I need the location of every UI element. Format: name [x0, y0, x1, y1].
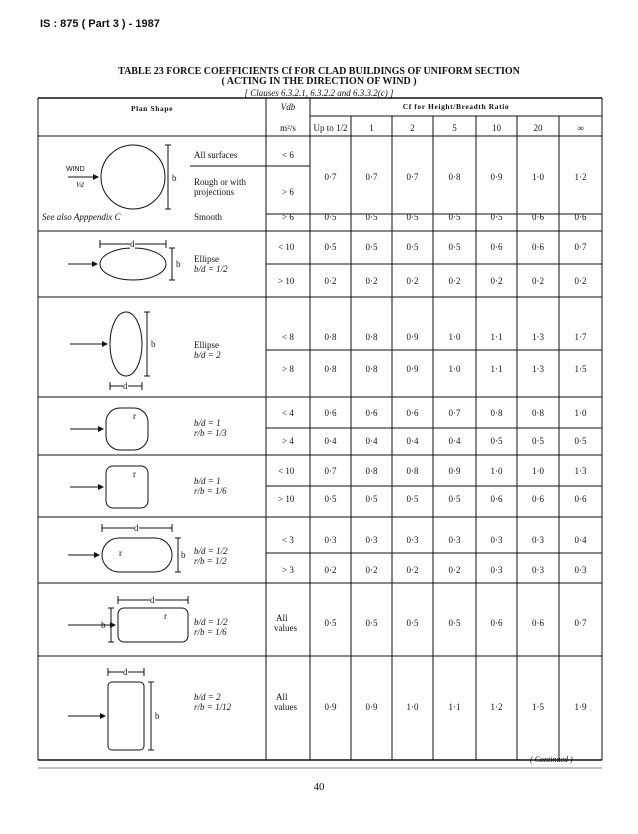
r-label: r: [133, 411, 136, 421]
vdb-cell: > 10: [278, 494, 295, 504]
vdb-cell: < 10: [278, 242, 295, 252]
b-label: b: [181, 550, 186, 560]
cf-value-cell: 0·6: [574, 212, 587, 222]
cf-value-cell: 0·9: [365, 702, 378, 712]
d-label: d: [123, 381, 128, 391]
cf-value-cell: 0·3: [448, 535, 461, 545]
desc-bd: b/d = 1/2: [194, 617, 228, 627]
cf-value-cell: 0·2: [532, 276, 544, 286]
see-also-appendix: See also Apppendix C: [42, 212, 121, 222]
cf-value-cell: 0·6: [406, 408, 419, 418]
b-label: b: [155, 711, 160, 721]
cf-value-cell: 1·9: [574, 702, 587, 712]
cf-value-cell: 1·3: [532, 364, 544, 374]
desc-bd: b/d = 2: [194, 692, 221, 702]
desc-all-surfaces: All surfaces: [194, 150, 238, 160]
cf-value-cell: 0·3: [365, 535, 378, 545]
rounded-square-one-sixth-icon: [106, 466, 148, 508]
cf-value-cell: 0·4: [365, 436, 378, 446]
cf-value-cell: 0·6: [532, 212, 544, 222]
cf-value-cell: 0·5: [365, 494, 378, 504]
cf-value-cell: 0·5: [324, 494, 337, 504]
ratio-header: Up to 1/2: [313, 123, 348, 133]
cf-value-cell: 1·0: [448, 364, 461, 374]
desc-rb: r/b = 1/6: [194, 627, 227, 637]
vdb-cell: < 8: [282, 332, 294, 342]
cf-value-cell: 0·5: [448, 494, 461, 504]
cf-value-cell: 0·8: [365, 332, 378, 342]
cf-value-cell: 0·5: [324, 618, 337, 628]
vdb-cell: > 6: [282, 212, 294, 222]
cf-value-cell: 0·8: [406, 466, 419, 476]
cf-value-cell: 0·5: [448, 212, 461, 222]
r-label: r: [164, 611, 167, 621]
cf-value-cell: 0·8: [490, 408, 503, 418]
ratio-header: 1: [369, 123, 374, 133]
table-clauses: [ Clauses 6.3.2.1, 6.3.2.2 and 6.3.3.2(c) ]: [244, 88, 394, 98]
desc-bd: b/d = 1: [194, 476, 221, 486]
cf-value-cell: 0·5: [406, 494, 419, 504]
cf-value-cell: 0·3: [324, 535, 337, 545]
b-label: b: [172, 173, 177, 183]
cf-value-cell: 0·5: [406, 212, 419, 222]
d-label: d: [134, 523, 139, 533]
desc-bd: b/d = 1: [194, 418, 221, 428]
cf-value-cell: 0·8: [365, 466, 378, 476]
ellipse-half-shape-icon: [100, 248, 166, 280]
ratio-header: 2: [410, 123, 415, 133]
desc-rough: Rough or with: [194, 177, 247, 187]
vdb-cell: All: [276, 613, 288, 623]
cf-value-cell: 0·3: [574, 565, 587, 575]
cf-value-cell: 0·4: [324, 436, 337, 446]
ellipse-two-shape-icon: [110, 312, 142, 376]
cf-value-cell: 0·2: [365, 565, 378, 575]
cf-value-cell: 0·9: [490, 172, 503, 182]
cf-value-cell: 0·6: [365, 408, 378, 418]
cf-value-cell: 0·3: [406, 535, 419, 545]
vdb-cell: > 10: [278, 276, 295, 286]
vdb-cell: > 4: [282, 436, 294, 446]
cf-value-cell: 0·2: [365, 276, 378, 286]
cf-value-cell: 0·8: [448, 172, 461, 182]
vdb-cell: values: [274, 702, 297, 712]
table-title: TABLE 23 FORCE COEFFICIENTS Cf FOR CLAD BUILDINGS OF UNIFORM SECTION: [118, 66, 520, 77]
continued-note: ( Continued ): [530, 755, 573, 764]
cf-value-cell: 0·8: [532, 408, 544, 418]
cf-value-cell: 1·7: [574, 332, 587, 342]
cf-value-cell: 0·6: [490, 242, 503, 252]
cf-value-cell: 0·5: [324, 242, 337, 252]
wind-label: WIND: [66, 166, 85, 173]
cf-value-cell: 0·4: [448, 436, 461, 446]
cf-value-cell: 0·6: [490, 618, 503, 628]
vdb-cell: values: [274, 623, 297, 633]
b-label: b: [176, 259, 181, 269]
cf-value-cell: 0·7: [448, 408, 461, 418]
cf-value-cell: 0·6: [574, 494, 587, 504]
desc-ellipse-ratio: b/d = 1/2: [194, 264, 228, 274]
cf-value-cell: 0·5: [365, 242, 378, 252]
cf-value-cell: 0·5: [406, 618, 419, 628]
cf-value-cell: 0·7: [324, 466, 337, 476]
cf-value-cell: 0·5: [448, 618, 461, 628]
cf-value-cell: 1·3: [574, 466, 587, 476]
vdb-cell: < 3: [282, 535, 294, 545]
desc-smooth: Smooth: [194, 212, 223, 222]
desc-rb: r/b = 1/2: [194, 556, 227, 566]
cf-value-cell: 0·5: [365, 618, 378, 628]
d-label: d: [123, 667, 128, 677]
cf-value-cell: 0·6: [532, 242, 544, 252]
ratio-header: 10: [492, 123, 501, 133]
cf-value-cell: 0·6: [490, 494, 503, 504]
cf-value-cell: 0·8: [365, 364, 378, 374]
table-subtitle: ( ACTING IN THE DIRECTION OF WIND ): [221, 76, 417, 87]
plan-shape-header: Plan Shape: [130, 104, 174, 113]
cf-value-cell: 0·3: [532, 565, 544, 575]
cf-value-cell: 0·5: [406, 242, 419, 252]
ratio-header: ∞: [577, 123, 584, 133]
cf-value-cell: 1·2: [574, 172, 587, 182]
vdb-cell: < 4: [282, 408, 294, 418]
desc-bd: b/d = 1/2: [194, 546, 228, 556]
desc-rb: r/b = 1/6: [194, 486, 227, 496]
cf-value-cell: 0·2: [448, 276, 461, 286]
ratio-header: 5: [452, 123, 457, 133]
circle-shape-icon: [101, 145, 165, 209]
cf-value-cell: 0·7: [324, 172, 337, 182]
desc-ellipse: Ellipse: [194, 340, 219, 350]
page-number: 40: [313, 781, 325, 793]
vdb-cell: < 6: [282, 150, 294, 160]
cf-value-cell: 0·7: [406, 172, 419, 182]
document-header: IS : 875 ( Part 3 ) - 1987: [40, 18, 160, 30]
cf-value-cell: 0·3: [532, 535, 544, 545]
cf-value-cell: 0·6: [532, 494, 544, 504]
cf-value-cell: 1·5: [532, 702, 544, 712]
b-label: b: [101, 620, 106, 630]
cf-value-cell: 0·5: [532, 436, 544, 446]
cf-value-cell: 1·0: [532, 466, 544, 476]
cf-value-cell: 1·1: [490, 332, 503, 342]
cf-value-cell: 1·1: [448, 702, 461, 712]
cf-value-cell: 0·5: [490, 212, 503, 222]
d-label: d: [130, 239, 135, 249]
tall-rect-icon: [108, 682, 144, 750]
cf-value-cell: 0·2: [574, 276, 587, 286]
cf-value-cell: 0·5: [448, 242, 461, 252]
vd-label: Vd: [76, 181, 84, 189]
cf-value-cell: 0·4: [406, 436, 419, 446]
cf-value-cell: 0·3: [490, 565, 503, 575]
cf-value-cell: 0·5: [574, 436, 587, 446]
cf-group-header: Cf for Height/Breadth Ratio: [402, 102, 510, 111]
cf-value-cell: 1·0: [406, 702, 419, 712]
cf-value-cell: 0·6: [324, 408, 337, 418]
cf-value-cell: 1·0: [448, 332, 461, 342]
rounded-rect-half-icon: [102, 538, 172, 572]
cf-value-cell: 0·2: [324, 276, 337, 286]
rounded-rect-one-sixth-icon: [118, 608, 188, 642]
cf-value-cell: 0·5: [324, 212, 337, 222]
cf-value-cell: 0·3: [490, 535, 503, 545]
cf-value-cell: 1·0: [532, 172, 544, 182]
desc-rough: projections: [194, 187, 234, 197]
desc-rb: r/b = 1/12: [194, 702, 232, 712]
cf-value-cell: 0·2: [448, 565, 461, 575]
ratio-header: 20: [533, 123, 543, 133]
cf-value-cell: 0·6: [532, 618, 544, 628]
cf-value-cell: 0·7: [574, 242, 587, 252]
vdb-cell: < 10: [278, 466, 295, 476]
cf-value-cell: 0·2: [406, 276, 419, 286]
cf-value-cell: 0·7: [574, 618, 587, 628]
cf-value-cell: 0·2: [324, 565, 337, 575]
cf-value-cell: 0·9: [406, 364, 419, 374]
cf-value-cell: 1·2: [490, 702, 503, 712]
cf-value-cell: 1·5: [574, 364, 587, 374]
cf-value-cell: 1·3: [532, 332, 544, 342]
desc-ellipse: Ellipse: [194, 254, 219, 264]
b-label: b: [151, 339, 156, 349]
vdb-cell: > 3: [282, 565, 294, 575]
vdb-cell: > 6: [282, 187, 294, 197]
cf-value-cell: 0·2: [490, 276, 503, 286]
cf-value-cell: 0·9: [324, 702, 337, 712]
desc-rb: r/b = 1/3: [194, 428, 227, 438]
d-label: d: [150, 595, 155, 605]
vdb-unit: m²/s: [280, 123, 296, 133]
cf-value-cell: 0·9: [448, 466, 461, 476]
cf-value-cell: 0·9: [406, 332, 419, 342]
desc-ellipse-ratio: b/d = 2: [194, 350, 221, 360]
cf-value-cell: 0·5: [490, 436, 503, 446]
cf-value-cell: 1·1: [490, 364, 503, 374]
cf-value-cell: 0·5: [365, 212, 378, 222]
cf-value-cell: 0·2: [406, 565, 419, 575]
cf-value-cell: 0·7: [365, 172, 378, 182]
cf-value-cell: 0·8: [324, 332, 337, 342]
r-label: r: [119, 548, 122, 558]
r-label: r: [133, 469, 136, 479]
vdb-cell: All: [276, 692, 288, 702]
cf-value-cell: 1·0: [490, 466, 503, 476]
vdb-cell: > 8: [282, 364, 294, 374]
cf-value-cell: 0·4: [574, 535, 587, 545]
vdb-header: Vdb: [280, 102, 296, 112]
cf-value-cell: 1·0: [574, 408, 587, 418]
cf-value-cell: 0·8: [324, 364, 337, 374]
rounded-square-one-third-icon: [106, 408, 148, 450]
